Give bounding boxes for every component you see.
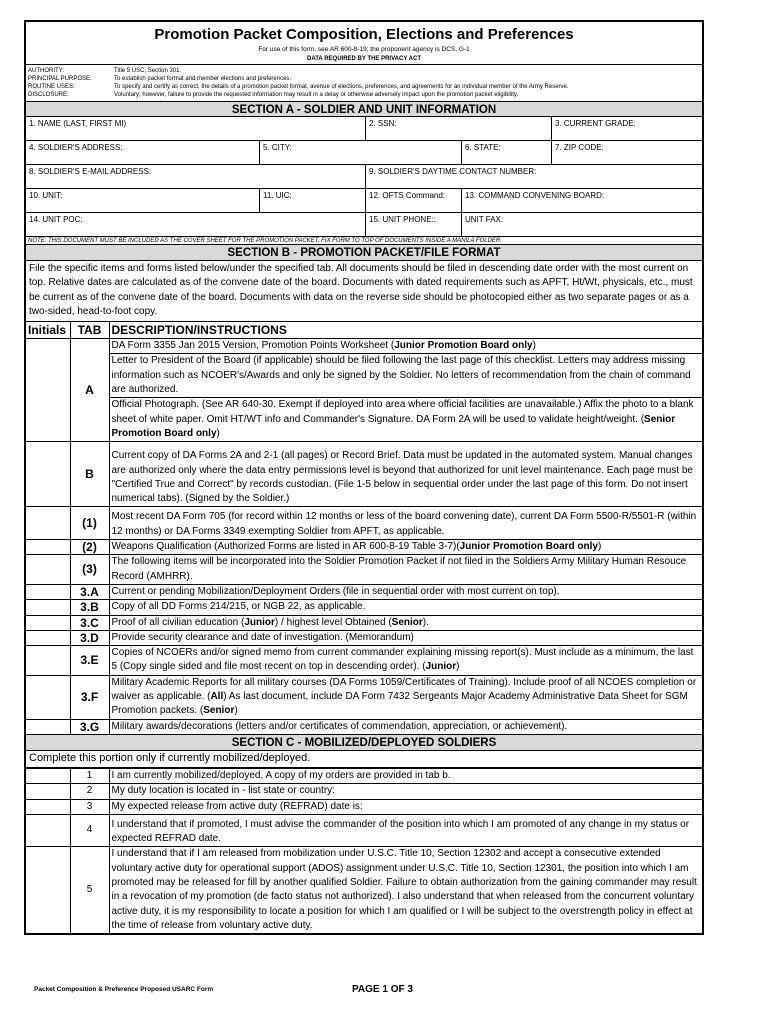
form-name-footer: Packet Composition & Preference Proposed USARC Form bbox=[34, 986, 214, 993]
initials-cell[interactable] bbox=[26, 615, 70, 630]
privacy-value: To establish packet format and member elections and preferences. bbox=[114, 76, 292, 82]
promotion-packet-form bbox=[24, 20, 704, 935]
form-row bbox=[26, 165, 702, 189]
table-row bbox=[26, 615, 702, 630]
table-row bbox=[26, 847, 702, 933]
table-row bbox=[26, 584, 702, 599]
form-title: Promotion Packet Composition, Elections and Preferences bbox=[154, 26, 574, 43]
description-header: DESCRIPTION/INSTRUCTIONS bbox=[109, 322, 702, 339]
section-b-intro: File the specific items and forms listed below/under the specified tab. All documents should be filed in descending date order with the most current on top. Relative dates are calculated as of the convene date of the board. Documents with dated requirements such as APFT, Ht/Wt, physicals, etc., must be current as of the convene date of the board. Documents with data on the reverse side should be photocopied either as two separate pages or as a two-sided, head-to-foot copy. bbox=[29, 263, 693, 317]
initials-cell[interactable] bbox=[26, 675, 70, 719]
item-description: My expected release from active duty (REFRAD) date is: bbox=[109, 799, 702, 814]
initials-cell[interactable] bbox=[26, 768, 70, 783]
initials-header: Initials bbox=[26, 322, 70, 339]
table-row bbox=[26, 398, 702, 442]
mobilization-table bbox=[26, 768, 702, 933]
privacy-act-title: DATA REQUIRED BY THE PRIVACY ACT bbox=[26, 56, 702, 65]
tab-label: 3.G bbox=[70, 719, 109, 734]
email-field[interactable]: 8. SOLDIER'S E-MAIL ADDRESS: bbox=[26, 165, 366, 188]
item-description: Most recent DA Form 705 (for record within 12 months or less of the board convening date), current DA Form 5500-R/5501-R (within 12 months) or DA Forms 3349 exempting Soldier from APFT, as applicable. bbox=[109, 507, 702, 540]
table-row bbox=[26, 799, 702, 814]
item-description: Current or pending Mobilization/Deployment Orders (file in sequential order with most current on top). bbox=[109, 584, 702, 599]
initials-cell[interactable] bbox=[26, 847, 70, 933]
ssn-field[interactable]: 2. SSN: bbox=[366, 117, 552, 140]
item-number: 5 bbox=[70, 847, 109, 933]
section-a-title: SECTION A - SOLDIER AND UNIT INFORMATION bbox=[26, 101, 702, 117]
form-row bbox=[26, 189, 702, 213]
tab-label: 3.A bbox=[70, 584, 109, 599]
table-header-row bbox=[26, 322, 702, 339]
tab-label: 3.F bbox=[70, 675, 109, 719]
privacy-value: Voluntary; however, failure to provide the requested information may result in a delay or otherwise adversely impact upon the promotion packet eligibility. bbox=[114, 92, 519, 98]
table-row bbox=[26, 339, 702, 354]
item-description: I understand that if promoted, I must advise the commander of the position into which I am promoted of any change in my status or expected REFRAD date. bbox=[109, 814, 702, 847]
item-number: 4 bbox=[70, 814, 109, 847]
initials-cell[interactable] bbox=[26, 584, 70, 599]
item-description: Current copy of DA Forms 2A and 2-1 (all pages) or Record Brief. Data must be updated in the automated system. Manual changes are authorized only where the data entry permissions level is beyond that authorized for unit level maintenance. Each page must be "Certified True and Correct" by records custodian. (File 1-5 below in sequential order under the last page of this form. Do not insert numerical tabs). (Signed by the Soldier.) bbox=[109, 442, 702, 507]
zip-code-field[interactable]: 7. ZIP CODE: bbox=[555, 143, 604, 152]
table-row bbox=[26, 675, 702, 719]
unit-phone-field[interactable]: 15. UNIT PHONE:: bbox=[366, 213, 462, 236]
initials-cell[interactable] bbox=[26, 540, 70, 555]
tab-label: (2) bbox=[70, 540, 109, 555]
initials-cell[interactable] bbox=[26, 784, 70, 799]
item-description: Official Photograph. (See AR 640-30. Exempt if deployed into area where official facilities are unavailable.) Affix the photo to a blank sheet of white paper. Omit HT/WT info and Commander's Signature. DA Form 2A will be used to validate height/weight. (Senior Promotion Board only) bbox=[109, 398, 702, 442]
unit-fax-field[interactable]: UNIT FAX: bbox=[465, 215, 504, 224]
tab-label: (1) bbox=[70, 507, 109, 540]
privacy-key: PRINCIPAL PURPOSE: bbox=[28, 76, 92, 82]
initials-cell[interactable] bbox=[26, 630, 70, 645]
uic-field[interactable]: 11. UIC: bbox=[260, 189, 366, 212]
privacy-value: To specify and certify as correct, the details of a promotion packet format, avenue of elections, preferences, and agreements for an individual member of the Army Reserve. bbox=[114, 84, 569, 90]
initials-cell[interactable] bbox=[26, 555, 70, 585]
item-description: Letter to President of the Board (if applicable) should be filed following the last page of this checklist. Letters may address missing information such as NCOER's/Awards and only be signed by the Soldier. No letters of recommendation from the chain of command are authorized. bbox=[109, 354, 702, 398]
unit-poc-field[interactable]: 14. UNIT POC: bbox=[26, 213, 366, 236]
item-description: Proof of all civilian education (Junior) / highest level Obtained (Senior). bbox=[109, 615, 702, 630]
item-description: Weapons Qualification (Authorized Forms are listed in AR 600-8-19 Table 3-7)(Junior Promotion Board only) bbox=[109, 540, 702, 555]
item-number: 2 bbox=[70, 784, 109, 799]
privacy-row bbox=[28, 67, 700, 75]
packet-checklist-table bbox=[26, 321, 702, 735]
section-c-title: SECTION C - MOBILIZED/DEPLOYED SOLDIERS bbox=[26, 735, 702, 751]
table-row bbox=[26, 442, 702, 507]
state-field[interactable]: 6. STATE: bbox=[462, 141, 552, 164]
item-description: My duty location is located in - list state or country: bbox=[109, 784, 702, 799]
privacy-row bbox=[28, 91, 700, 99]
item-number: 3 bbox=[70, 799, 109, 814]
table-row bbox=[26, 646, 702, 676]
form-row bbox=[26, 117, 702, 141]
tab-label: 3.E bbox=[70, 646, 109, 676]
table-row bbox=[26, 719, 702, 734]
tab-label: A bbox=[70, 339, 109, 442]
form-row bbox=[26, 213, 702, 237]
table-row bbox=[26, 555, 702, 585]
cover-sheet-note: NOTE: THIS DOCUMENT MUST BE INCLUDED AS THE COVER SHEET FOR THE PROMOTION PACKET. FIX FORM TO TOP OF DOCUMENTS INSIDE A MANILA FOLDER. bbox=[26, 237, 702, 245]
item-description: Copies of NCOERs and/or signed memo from current commander explaining missing report(s). Must include as a minimum, the last 5 (Copy single sided and file most recent on top in descending order). (Junior) bbox=[109, 646, 702, 676]
item-description: I understand that if I am released from mobilization under U.S.C. Title 10, Section 12302 and accept a consecutive extended voluntary active duty for operational support (ADOS) assignment under U.S.C. Title 10, Section 12301, the position into which I am promoted may be released for fill by another qualified Soldier. Failure to obtain authorization from the gaining commander may result in a revocation of my promotion (de facto status not authorized). I also understand that when released from the concurrent voluntary active duty, it is my responsibility to locate a position for which I am qualified or I will be subject to the overstrength policy in effect at the time of release from voluntary active duty. bbox=[109, 847, 702, 933]
item-description: Copy of all DD Forms 214/215, or NGB 22, as applicable. bbox=[109, 600, 702, 615]
table-row bbox=[26, 354, 702, 398]
daytime-contact-field[interactable]: 9. SOLDIER'S DAYTIME CONTACT NUMBER: bbox=[369, 167, 537, 176]
item-description: I am currently mobilized/deployed. A copy of my orders are provided in tab b. bbox=[109, 768, 702, 783]
privacy-act-statement bbox=[26, 65, 702, 101]
tab-label: B bbox=[70, 442, 109, 507]
tab-header: TAB bbox=[70, 322, 109, 339]
name-field[interactable]: 1. NAME (LAST, FIRST MI) bbox=[26, 117, 366, 140]
privacy-value: Title 5 USC, Section 301. bbox=[114, 68, 182, 74]
table-row bbox=[26, 540, 702, 555]
table-row bbox=[26, 768, 702, 783]
initials-cell[interactable] bbox=[26, 600, 70, 615]
section-b-title: SECTION B - PROMOTION PACKET/FILE FORMAT bbox=[26, 245, 702, 261]
section-c-intro: Complete this portion only if currently mobilized/deployed. bbox=[26, 751, 702, 768]
privacy-key: AUTHORITY: bbox=[28, 68, 65, 74]
initials-cell[interactable] bbox=[26, 799, 70, 814]
page-number: PAGE 1 OF 3 bbox=[352, 984, 413, 995]
item-description: The following items will be incorporated into the Soldier Promotion Packet if not filed in the Soldiers Army Military Human Resouce Record (AMHRR). bbox=[109, 555, 702, 585]
tab-label: 3.B bbox=[70, 600, 109, 615]
item-description: Military Academic Reports for all military courses (DA Forms 1059/Certificates of Training). Include proof of all NCOES completion or waiver as applicable. (All) As last document, include DA Form 7432 Sergeants Major Academy Administrative Data Sheet for SGM Promotion packets. (Senior) bbox=[109, 675, 702, 719]
table-row bbox=[26, 814, 702, 847]
privacy-row bbox=[28, 75, 700, 83]
current-grade-field[interactable]: 3. CURRENT GRADE: bbox=[555, 119, 636, 128]
unit-field[interactable]: 10. UNIT: bbox=[26, 189, 260, 212]
initials-cell[interactable] bbox=[26, 507, 70, 540]
tab-label: (3) bbox=[70, 555, 109, 585]
item-description: Provide security clearance and date of investigation. (Memorandum) bbox=[109, 630, 702, 645]
privacy-key: DISCLOSURE: bbox=[28, 92, 69, 98]
initials-cell[interactable] bbox=[26, 442, 70, 507]
tab-label: 3.D bbox=[70, 630, 109, 645]
form-row bbox=[26, 141, 702, 165]
convening-board-field[interactable]: 13. COMMAND CONVENING BOARD: bbox=[465, 191, 605, 200]
city-field[interactable]: 5. CITY: bbox=[260, 141, 462, 164]
initials-cell[interactable] bbox=[26, 339, 70, 442]
item-description: Military awards/decorations (letters and/or certificates of commendation, appreciation, or achievement). bbox=[109, 719, 702, 734]
initials-cell[interactable] bbox=[26, 814, 70, 847]
tab-label: 3.C bbox=[70, 615, 109, 630]
table-row bbox=[26, 630, 702, 645]
initials-cell[interactable] bbox=[26, 646, 70, 676]
table-row bbox=[26, 507, 702, 540]
initials-cell[interactable] bbox=[26, 719, 70, 734]
item-description: DA Form 3355 Jan 2015 Version, Promotion Points Worksheet (Junior Promotion Board only) bbox=[109, 339, 702, 354]
form-subtitle: For use of this form, see AR 600-8-19; the proponent agency is DCS, G-1 bbox=[258, 46, 470, 53]
table-row bbox=[26, 600, 702, 615]
address-field[interactable]: 4. SOLDIER'S ADDRESS: bbox=[26, 141, 260, 164]
privacy-row bbox=[28, 83, 700, 91]
table-row bbox=[26, 784, 702, 799]
item-number: 1 bbox=[70, 768, 109, 783]
privacy-key: ROUTINE USES: bbox=[28, 84, 75, 90]
ofts-command-field[interactable]: 12. OFTS Command: bbox=[366, 189, 462, 212]
